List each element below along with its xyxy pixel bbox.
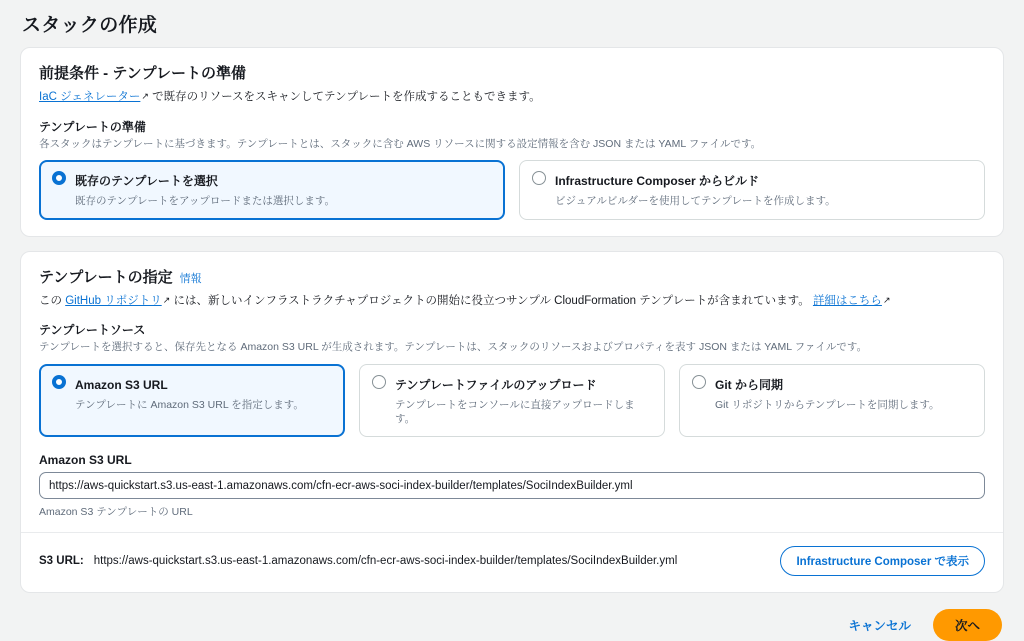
- view-in-composer-button[interactable]: Infrastructure Composer で表示: [780, 546, 985, 576]
- external-link-icon: ↗: [162, 294, 171, 305]
- iac-generator-line: [39, 89, 985, 106]
- specify-title-text: テンプレートの指定: [39, 268, 173, 286]
- s3-url-summary-row: [39, 533, 985, 576]
- radio-icon[interactable]: [532, 171, 546, 185]
- option-subtitle: ビジュアルビルダーを使用してテンプレートを作成します。: [555, 195, 836, 208]
- s3-url-summary-text: [39, 555, 677, 567]
- option-title: Git から同期: [715, 377, 783, 392]
- next-button[interactable]: 次へ: [933, 609, 1002, 641]
- external-link-icon: ↗: [882, 294, 891, 305]
- info-link[interactable]: 情報: [179, 272, 202, 285]
- prepare-template-label: テンプレートの準備: [39, 119, 146, 134]
- option-title: Infrastructure Composer からビルド: [555, 173, 760, 188]
- s3-url-summary-label: S3 URL:: [39, 555, 84, 568]
- option-title: テンプレートファイルのアップロード: [395, 377, 597, 392]
- cancel-button[interactable]: キャンセル: [842, 615, 917, 635]
- iac-generator-rest: で既存のリソースをスキャンしてテンプレートを作成することもできます。: [148, 91, 541, 103]
- prepare-template-desc: 各スタックはテンプレートに基づきます。テンプレートとは、スタックに含む AWS リソースに関する設定情報を含む JSON または YAML ファイルです。: [39, 137, 762, 150]
- github-intro-line: [39, 293, 985, 310]
- specify-template-card: [20, 251, 1004, 594]
- option-title: 既存のテンプレートを選択: [75, 173, 218, 188]
- source-amazon-s3-url[interactable]: [39, 364, 345, 438]
- option-title: Amazon S3 URL: [75, 377, 168, 392]
- iac-generator-link[interactable]: IaC ジェネレーター: [39, 91, 141, 103]
- amazon-s3-url-input[interactable]: [39, 472, 985, 499]
- option-subtitle: テンプレートをコンソールに直接アップロードします。: [395, 399, 635, 426]
- source-upload-template-file[interactable]: [359, 364, 665, 438]
- radio-icon[interactable]: [52, 375, 66, 389]
- external-link-icon: ↗: [141, 91, 149, 101]
- amazon-s3-url-label: Amazon S3 URL: [39, 453, 132, 468]
- s3-url-summary-value: https://aws-quickstart.s3.us-east-1.amazonaws.com/cfn-ecr-aws-soci-index-builder/templates/SociIndexBuilder.yml: [93, 555, 678, 568]
- prerequisite-title: 前提条件 - テンプレートの準備: [39, 65, 246, 82]
- learn-more-link[interactable]: 詳細はこちら: [812, 294, 882, 307]
- option-build-from-composer[interactable]: [519, 160, 985, 220]
- template-source-options: [39, 364, 985, 438]
- option-subtitle: テンプレートに Amazon S3 URL を指定します。: [75, 399, 304, 412]
- github-repo-link[interactable]: GitHub リポジトリ: [65, 294, 162, 307]
- option-subtitle: Git リポジトリからテンプレートを同期します。: [715, 399, 940, 412]
- option-subtitle: 既存のテンプレートをアップロードまたは選択します。: [75, 195, 335, 208]
- page-title: スタックの作成: [22, 15, 158, 36]
- option-use-existing-template[interactable]: [39, 160, 505, 220]
- template-source-label: テンプレートソース: [39, 323, 146, 338]
- template-source-desc: テンプレートを選択すると、保存先となる Amazon S3 URL が生成されます。テンプレートは、スタックのリソースおよびプロパティを表す JSON または YAML ファイルです。: [39, 341, 868, 354]
- radio-icon[interactable]: [692, 375, 706, 389]
- prepare-template-options: [39, 160, 985, 220]
- intro-mid: には、新しいインフラストラクチャプロジェクトの開始に役立つサンプル CloudFormation テンプレートが含まれています。: [170, 294, 813, 307]
- radio-icon[interactable]: [52, 171, 66, 185]
- radio-icon[interactable]: [372, 375, 386, 389]
- specify-template-title: [39, 266, 985, 287]
- footer-actions: [0, 607, 1024, 641]
- prerequisite-card: [20, 47, 1004, 237]
- source-sync-from-git[interactable]: [679, 364, 985, 438]
- intro-pre: この: [39, 294, 66, 307]
- amazon-s3-url-hint: Amazon S3 テンプレートの URL: [39, 506, 193, 519]
